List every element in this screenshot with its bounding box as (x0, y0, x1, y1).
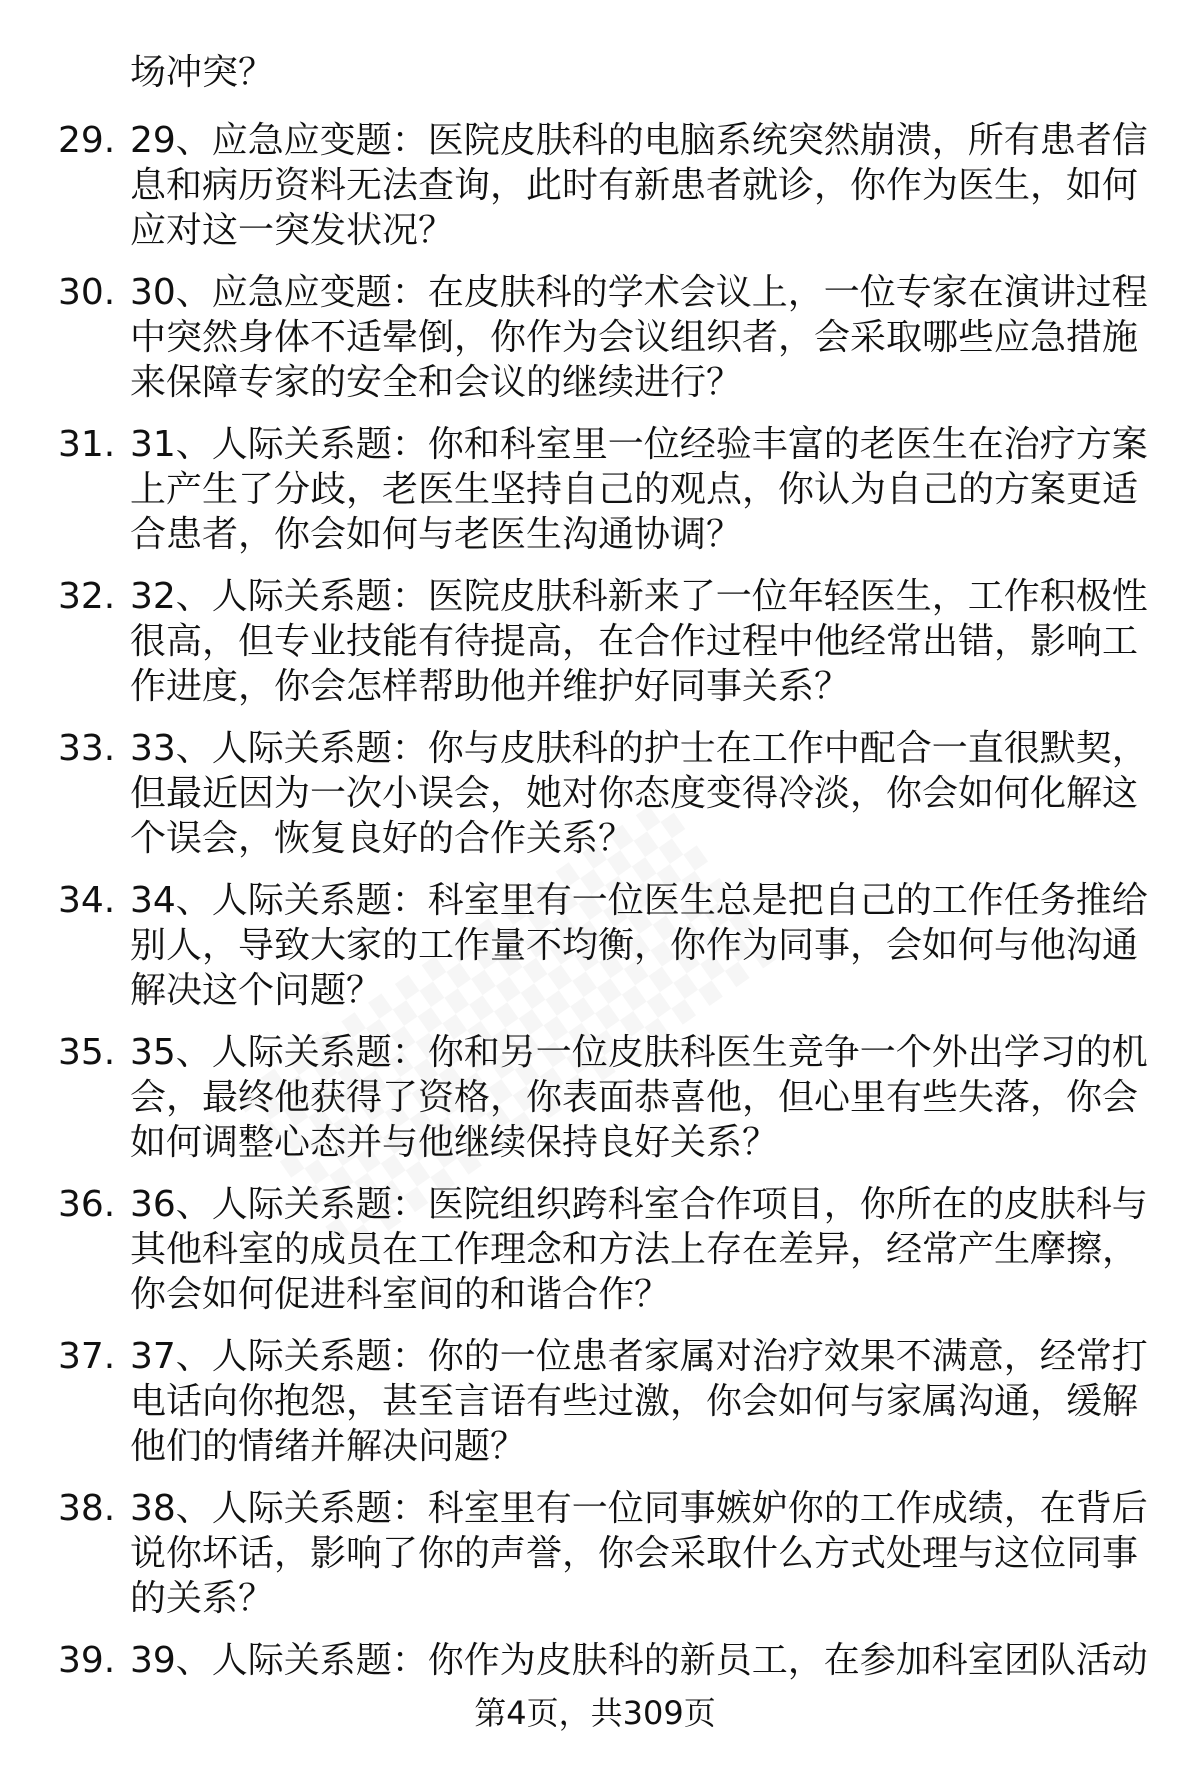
question-number: 34. (58, 880, 116, 921)
question-item (0, 1486, 1190, 1638)
question-number: 35. (58, 1032, 116, 1073)
question-text (130, 878, 1150, 1013)
question-line: 说你坏话，影响了你的声誉，你会采取什么方式处理与这位同事 (130, 1533, 1139, 1574)
question-item (0, 878, 1190, 1030)
question-line: 39、人际关系题：你作为皮肤科的新员工，在参加科室团队活动 (130, 1640, 1148, 1681)
question-text (130, 1334, 1150, 1469)
question-line: 如何调整心态并与他继续保持良好关系？ (130, 1122, 779, 1163)
question-item (0, 1182, 1190, 1334)
question-line: 其他科室的成员在工作理念和方法上存在差异，经常产生摩擦， (130, 1229, 1139, 1270)
question-number: 31. (58, 424, 116, 465)
question-text (130, 270, 1150, 405)
question-text (130, 1486, 1150, 1621)
question-text (130, 118, 1150, 253)
question-line: 37、人际关系题：你的一位患者家属对治疗效果不满意，经常打 (130, 1336, 1148, 1377)
question-item (0, 726, 1190, 878)
question-line: 29、应急应变题：医院皮肤科的电脑系统突然崩溃，所有患者信 (130, 120, 1148, 161)
question-line: 31、人际关系题：你和科室里一位经验丰富的老医生在治疗方案 (130, 424, 1148, 465)
question-line: 35、人际关系题：你和另一位皮肤科医生竞争一个外出学习的机 (130, 1032, 1148, 1073)
question-text (130, 726, 1150, 861)
question-number: 33. (58, 728, 116, 769)
page-footer: 第4页，共309页 (474, 1694, 716, 1732)
question-text (130, 1638, 1150, 1683)
question-line: 30、应急应变题：在皮肤科的学术会议上，一位专家在演讲过程 (130, 272, 1148, 313)
question-number: 30. (58, 272, 116, 313)
question-item (0, 422, 1190, 574)
question-line: 合患者，你会如何与老医生沟通协调？ (130, 514, 743, 555)
question-line: 33、人际关系题：你与皮肤科的护士在工作中配合一直很默契， (130, 728, 1148, 769)
question-line: 会，最终他获得了资格，你表面恭喜他，但心里有些失落，你会 (130, 1077, 1139, 1118)
question-line: 上产生了分歧，老医生坚持自己的观点，你认为自己的方案更适 (130, 469, 1139, 510)
continuation-text: 场冲突？ (130, 52, 275, 93)
question-line: 作进度，你会怎样帮助他并维护好同事关系？ (130, 666, 851, 707)
question-item (0, 118, 1190, 270)
question-line: 解决这个问题？ (130, 970, 383, 1011)
question-line: 应对这一突发状况？ (130, 210, 455, 251)
question-line: 中突然身体不适晕倒，你作为会议组织者，会采取哪些应急措施 (130, 317, 1139, 358)
question-number: 32. (58, 576, 116, 617)
question-text (130, 422, 1150, 557)
question-item (0, 574, 1190, 726)
question-line: 息和病历资料无法查询，此时有新患者就诊，你作为医生，如何 (130, 165, 1139, 206)
question-line: 但最近因为一次小误会，她对你态度变得冷淡，你会如何化解这 (130, 773, 1139, 814)
question-item (0, 1334, 1190, 1486)
question-text (130, 574, 1150, 709)
question-line: 很高，但专业技能有待提高，在合作过程中他经常出错，影响工 (130, 621, 1139, 662)
question-item (0, 270, 1190, 422)
question-number: 39. (58, 1640, 116, 1681)
question-line: 他们的情绪并解决问题？ (130, 1426, 527, 1467)
question-line: 34、人际关系题：科室里有一位医生总是把自己的工作任务推给 (130, 880, 1148, 921)
question-text (130, 1030, 1150, 1165)
question-line: 电话向你抱怨，甚至言语有些过激，你会如何与家属沟通，缓解 (130, 1381, 1139, 1422)
question-line: 个误会，恢复良好的合作关系？ (130, 818, 635, 859)
question-list (0, 118, 1190, 1790)
question-number: 37. (58, 1336, 116, 1377)
question-line: 38、人际关系题：科室里有一位同事嫉妒你的工作成绩，在背后 (130, 1488, 1148, 1529)
question-line: 来保障专家的安全和会议的继续进行？ (130, 362, 743, 403)
question-line: 36、人际关系题：医院组织跨科室合作项目，你所在的皮肤科与 (130, 1184, 1148, 1225)
question-text (130, 1182, 1150, 1317)
question-line: 32、人际关系题：医院皮肤科新来了一位年轻医生，工作积极性 (130, 576, 1148, 617)
question-item (0, 1030, 1190, 1182)
question-line: 的关系？ (130, 1578, 275, 1619)
question-number: 38. (58, 1488, 116, 1529)
question-number: 29. (58, 120, 116, 161)
question-line: 别人，导致大家的工作量不均衡，你作为同事，会如何与他沟通 (130, 925, 1139, 966)
question-line: 你会如何促进科室间的和谐合作？ (130, 1274, 671, 1315)
question-number: 36. (58, 1184, 116, 1225)
